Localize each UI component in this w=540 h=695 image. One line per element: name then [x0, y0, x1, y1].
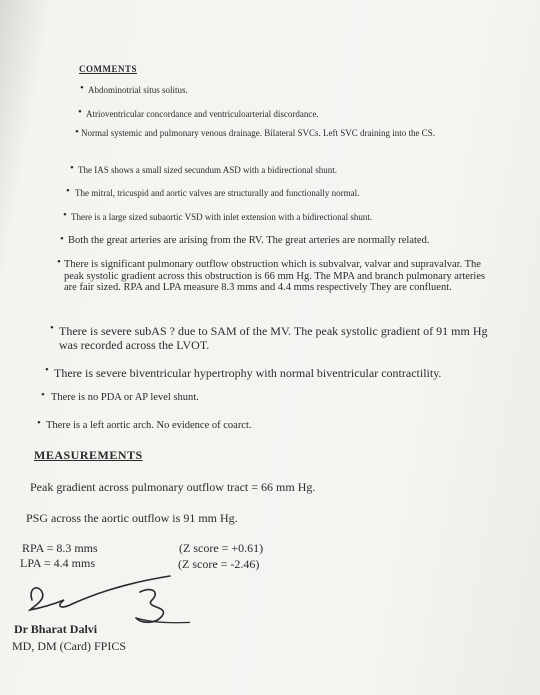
comment-item: There is severe subAS ? due to SAM of the MV. The peak systolic gradient of 91 mm Hg was recorded across the LVOT. — [59, 324, 488, 352]
bullet-icon: • — [75, 126, 79, 138]
bullet-icon: • — [63, 209, 67, 221]
comment-item: There is a left aortic arch. No evidence of coarct. — [46, 420, 252, 431]
lpa-z-score: (Z score = -2.46) — [178, 557, 260, 571]
comment-item: There is significant pulmonary outflow obstruction which is subvalvar, valvar and supravalvar. The peak systolic gradient across this obstruction is 66 mm Hg. The MPA and branch pulmonary arteries are fair sized. RPA and LPA measure 8.3 mms and 4.4 mms respectively They are confluent. — [64, 259, 486, 293]
bullet-icon: • — [80, 82, 84, 94]
comments-heading: COMMENTS — [79, 64, 137, 74]
bullet-icon: • — [66, 185, 70, 197]
comment-item: There is a large sized subaortic VSD with inlet extension with a bidirectional shunt. — [71, 212, 373, 222]
psg-text: PSG across the aortic outflow is 91 mm Hg. — [26, 511, 238, 525]
doctor-name: Dr Bharat Dalvi — [14, 622, 98, 636]
peak-gradient-text: Peak gradient across pulmonary outflow tract = 66 mm Hg. — [30, 480, 316, 494]
rpa-z-score: (Z score = +0.61) — [179, 541, 264, 555]
bullet-icon: • — [70, 162, 74, 174]
comment-item: Normal systemic and pulmonary venous drainage. Bilateral SVCs. Left SVC draining into the CS. — [81, 128, 435, 138]
comment-item: The IAS shows a small sized secundum ASD with a bidirectional shunt. — [78, 165, 337, 175]
bullet-icon: • — [45, 364, 49, 376]
comment-item: Abdominotrial situs solitus. — [88, 85, 188, 95]
bullet-icon: • — [78, 106, 82, 118]
bullet-icon: • — [41, 389, 45, 401]
rpa-value: RPA = 8.3 mms — [22, 541, 98, 555]
measurements-heading: MEASUREMENTS — [34, 448, 143, 462]
comment-item: The mitral, tricuspid and aortic valves are structurally and functionally normal. — [75, 188, 360, 198]
lpa-value: LPA = 4.4 mms — [20, 556, 96, 570]
bullet-icon: • — [57, 256, 61, 268]
bullet-icon: • — [37, 417, 41, 429]
comment-item: There is severe biventricular hypertrophy with normal biventricular contractility. — [54, 366, 442, 380]
signature-image — [20, 570, 190, 630]
doctor-qualifications: MD, DM (Card) FPICS — [12, 639, 127, 653]
comment-item: Both the great arteries are arising from the RV. The great arteries are normally related. — [68, 235, 430, 246]
bullet-icon: • — [50, 322, 54, 334]
bullet-icon: • — [60, 233, 64, 245]
comment-item: Atrioventricular concordance and ventriculoarterial discordance. — [86, 109, 319, 119]
comment-item: There is no PDA or AP level shunt. — [51, 392, 199, 403]
